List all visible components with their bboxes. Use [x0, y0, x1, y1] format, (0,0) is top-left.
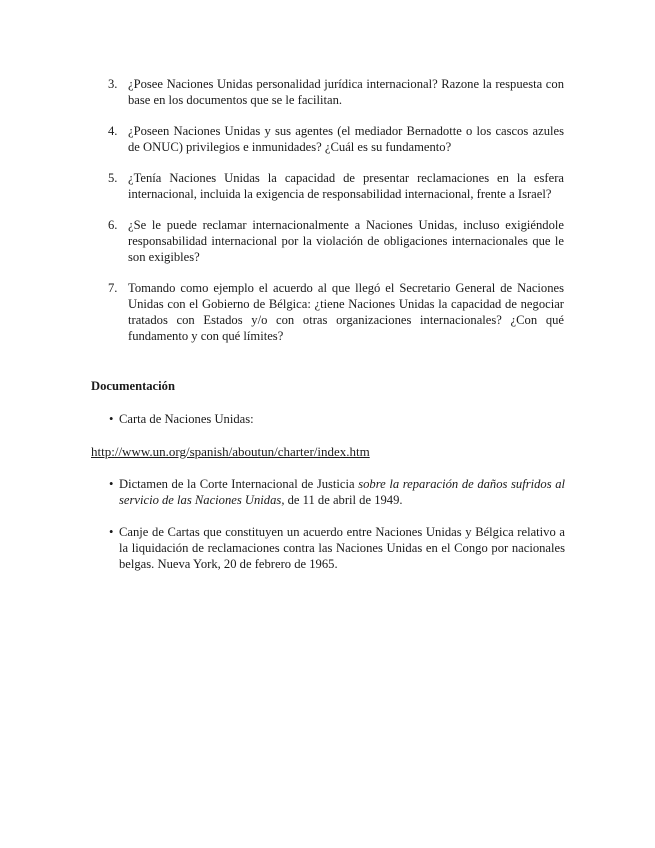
doc-item-italic-title: sobre la reparación de daños sufridos al servicio de las Naciones Unidas: [119, 477, 565, 507]
doc-item-text: [119, 476, 565, 508]
question-number: 6.: [108, 218, 118, 232]
question-item: [108, 170, 564, 202]
charter-link[interactable]: http://www.un.org/spanish/aboutun/charter/index.htm: [91, 444, 370, 459]
doc-list-item: [109, 524, 565, 572]
question-text: ¿Tenía Naciones Unidas la capacidad de presentar reclamaciones en la esfera internacional, incluida la exigencia de responsabilidad internacional, frente a Israel?: [128, 171, 564, 201]
bullet-icon: •: [109, 525, 114, 539]
doc-list-item: [109, 411, 565, 427]
question-text: ¿Poseen Naciones Unidas y sus agentes (el mediador Bernadotte o los cascos azules de ONUC) privilegios e inmunidades? ¿Cuál es su fundamento?: [128, 124, 564, 154]
question-text: Tomando como ejemplo el acuerdo al que llegó el Secretario General de Naciones Unidas con el Gobierno de Bélgica: ¿tiene Naciones Unidas la capacidad de negociar tratados con Estados y/o con otras organizaciones internacionales? ¿Con qué fundamento y con qué límites?: [128, 281, 564, 343]
bullet-icon: •: [109, 412, 114, 426]
question-number: 7.: [108, 281, 118, 295]
doc-list-item: [109, 476, 565, 508]
question-list: [108, 76, 564, 359]
bullet-icon: •: [109, 477, 114, 491]
question-text: ¿Se le puede reclamar internacionalmente a Naciones Unidas, incluso exigiéndole responsabilidad internacional por la violación de obligaciones internacionales que le son exigibles?: [128, 218, 564, 264]
question-item: [108, 280, 564, 344]
documentation-heading: Documentación: [91, 379, 175, 393]
question-text: ¿Posee Naciones Unidas personalidad jurídica internacional? Razone la respuesta con base en los documentos que se le facilitan.: [128, 77, 564, 107]
question-number: 5.: [108, 171, 118, 185]
question-item: [108, 123, 564, 155]
question-number: 4.: [108, 124, 118, 138]
doc-item-text-pre: Dictamen de la Corte Internacional de Justicia: [119, 477, 359, 491]
doc-item-text-post: , de 11 de abril de 1949.: [281, 493, 403, 507]
question-item: [108, 76, 564, 108]
question-number: 3.: [108, 77, 118, 91]
question-item: [108, 217, 564, 265]
doc-item-text: Carta de Naciones Unidas:: [119, 412, 254, 426]
doc-item-text: Canje de Cartas que constituyen un acuerdo entre Naciones Unidas y Bélgica relativo a la liquidación de reclamaciones contra las Naciones Unidas en el Congo por nacionales belgas. Nueva York, 20 de febrero de 1965.: [119, 525, 565, 571]
